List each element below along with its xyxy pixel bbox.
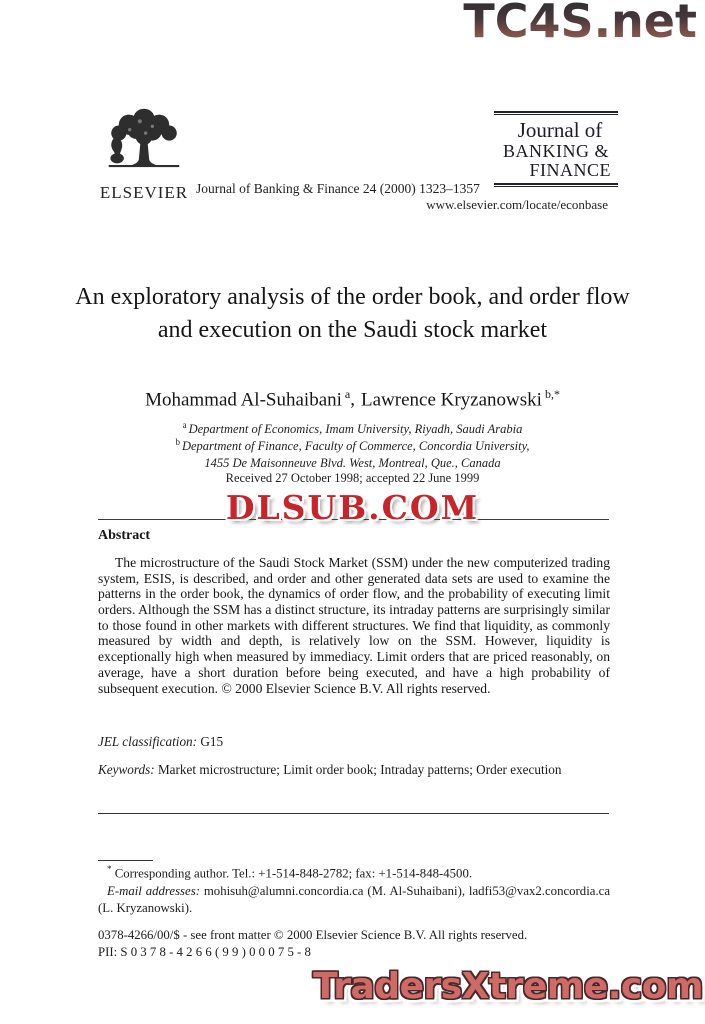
affiliation-b: $^b$ Department of Finance, Faculty of Commerce, Concordia University, <box>175 437 530 454</box>
footnote-asterisk: * <box>107 864 112 874</box>
elsevier-wordmark: ELSEVIER <box>99 183 189 202</box>
abstract-heading: Abstract <box>98 528 151 543</box>
author-1-superscript: a <box>344 387 351 401</box>
journal-website-url: www.elsevier.com/locate/econbase <box>426 197 608 212</box>
author-2-superscript: b,* <box>544 387 560 401</box>
journal-logo-line2: BANKING & <box>503 141 609 161</box>
footnote-rule <box>98 860 153 861</box>
affiliation-a-superscript: a <box>182 420 187 430</box>
journal-logo-box <box>494 111 618 187</box>
authors-line <box>0 387 705 411</box>
affiliation-a: $^a$ Department of Economics, Imam University, Riyadh, Saudi Arabia <box>182 420 523 437</box>
corresponding-author-note: * Corresponding author. Tel.: +1-514-848-2782; fax: +1-514-848-4500. <box>107 864 473 881</box>
watermark-tc4s: TC4S.net <box>463 0 697 48</box>
keywords-value: Market microstructure; Limit order book; Intraday patterns; Order execution <box>157 762 562 777</box>
imprint-block <box>98 927 610 962</box>
elsevier-tree-icon <box>98 106 190 182</box>
section-divider-rule <box>98 813 609 814</box>
affiliations <box>0 420 705 471</box>
email-label: E-mail addresses: <box>107 883 200 898</box>
issn-copyright-line: 0378-4266/00/$ - see front matter © 2000 Elsevier Science B.V. All rights reserved. <box>98 928 528 942</box>
keywords-label: Keywords: <box>98 762 155 777</box>
watermark-tradersxtreme: TradersXtreme.com <box>313 966 703 1007</box>
journal-logo-line1: Journal of <box>517 118 603 142</box>
elsevier-logo <box>98 106 190 203</box>
affiliation-b-line2: 1455 De Maisonneuve Blvd. West, Montreal, Que., Canada <box>204 455 501 470</box>
author-separator: , <box>350 389 355 411</box>
journal-logo-line3: FINANCE <box>529 160 611 180</box>
keywords <box>98 761 610 779</box>
journal-citation: Journal of Banking & Finance 24 (2000) 1323–1357 <box>196 181 480 196</box>
double-rule-bottom <box>494 183 618 187</box>
article-title: An exploratory analysis of the order book, and order flow and execution on the Saudi stock market <box>75 284 630 343</box>
author-1: Mohammad Al-Suhaibani <box>145 389 342 411</box>
email-value: mohisuh@alumni.concordia.ca (M. Al-Suhaibani), ladfi53@vax2.concordia.ca (L. Kryzanowski). <box>98 883 611 916</box>
footnote-block <box>98 863 610 918</box>
affiliation-b-superscript: b <box>175 437 180 448</box>
jel-value: G15 <box>200 734 224 749</box>
jel-classification <box>98 734 223 750</box>
pii-line: PII: S 0 3 7 8 - 4 2 6 6 ( 9 9 ) 0 0 0 7 5 - 8 <box>98 945 311 960</box>
watermark-dlsub: DLSUB.COM <box>225 488 480 527</box>
email-addresses-note <box>98 883 610 918</box>
author-2: Lawrence Kryzanowski <box>360 389 542 411</box>
abstract-text: The microstructure of the Saudi Stock Market (SSM) under the new computerized trading system, ESIS, is described, and order and other generated data sets are used to examine the patterns in the order book, the dynamics of order flow, and the probability of executing limit orders. Although the SSM has a distinct structure, its intraday patterns are surprisingly similar to those found in other markets with different structures. We find that liquidity, as commonly measured by width and depth, is relatively low on the SSM. However, liquidity is exceptionally high when measured by immediacy. Limit orders that are priced reasonably, on average, have a short duration before being executed, and have a high probability of subsequent execution. © 2000 Elsevier Science B.V. All rights reserved. <box>98 555 610 696</box>
received-dates: Received 27 October 1998; accepted 22 June 1999 <box>225 471 480 485</box>
jel-label: JEL classification: <box>98 734 198 749</box>
